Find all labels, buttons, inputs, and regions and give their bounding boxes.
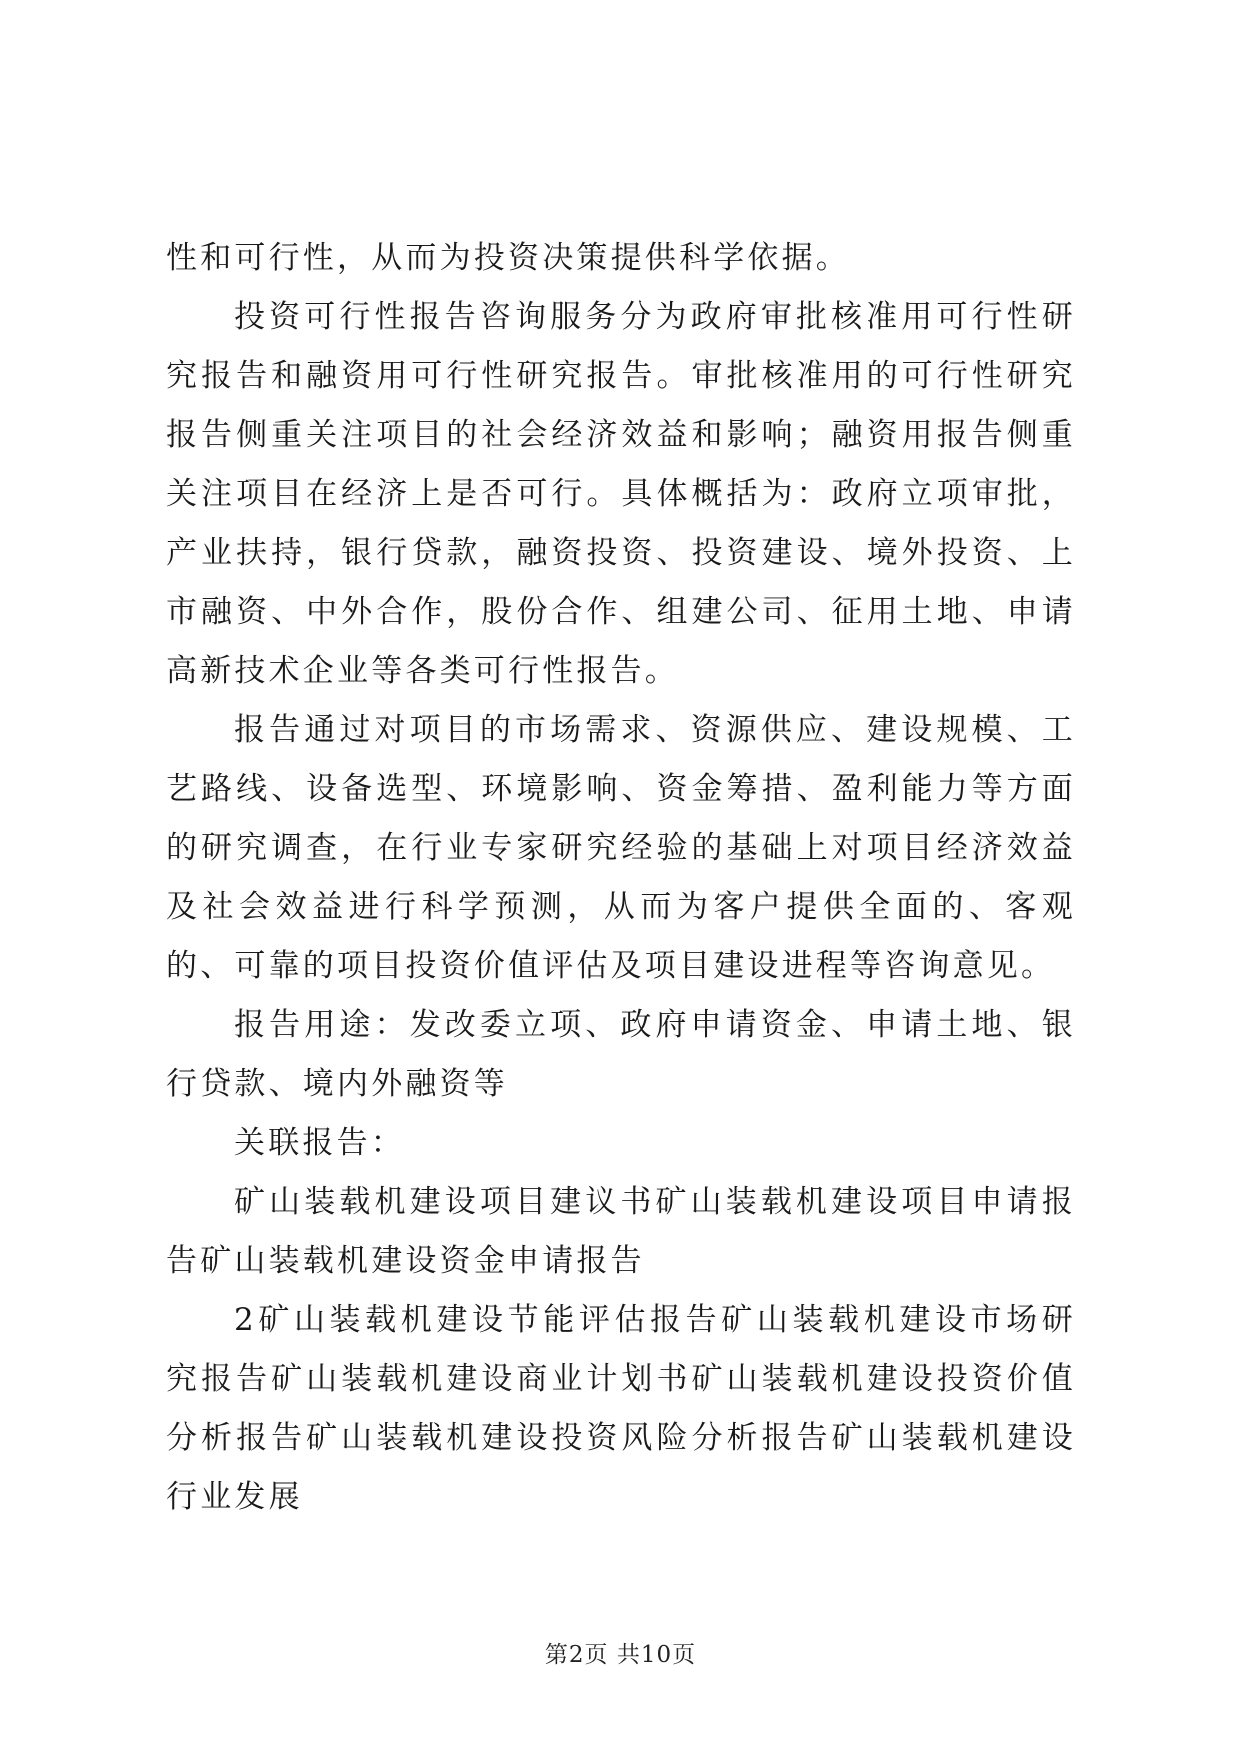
paragraph-continuation: 性和可行性，从而为投资决策提供科学依据。 — [166, 240, 850, 276]
document-body — [166, 229, 1076, 1527]
paragraph-report-scope: 报告通过对项目的市场需求、资源供应、建设规模、工艺路线、设备选型、环境影响、资金筹措、盈利能力等方面的研究调查，在行业专家研究经验的基础上对项目经济效益及社会效益进行科学预测，从而为客户提供全面的、客观的、可靠的项目投资价值评估及项目建设进程等咨询意见。 — [166, 712, 1076, 984]
paragraph-related-list-2: 2矿山装载机建设节能评估报告矿山装载机建设市场研究报告矿山装载机建设商业计划书矿山装载机建设投资价值分析报告矿山装载机建设投资风险分析报告矿山装载机建设行业发展 — [166, 1302, 1076, 1515]
page-footer: 第2页 共10页 — [544, 1642, 697, 1668]
paragraph-report-usage: 报告用途：发改委立项、政府申请资金、申请土地、银行贷款、境内外融资等 — [166, 1007, 1076, 1102]
paragraph-related-list-1: 矿山装载机建设项目建议书矿山装载机建设项目申请报告矿山装载机建设资金申请报告 — [166, 1184, 1076, 1279]
paragraph-service-types: 投资可行性报告咨询服务分为政府审批核准用可行性研究报告和融资用可行性研究报告。审批核准用的可行性研究报告侧重关注项目的社会经济效益和影响；融资用报告侧重关注项目在经济上是否可行。具体概括为：政府立项审批，产业扶持，银行贷款，融资投资、投资建设、境外投资、上市融资、中外合作，股份合作、组建公司、征用土地、申请高新技术企业等各类可行性报告。 — [166, 299, 1076, 689]
paragraph-related-heading: 关联报告： — [234, 1125, 405, 1161]
